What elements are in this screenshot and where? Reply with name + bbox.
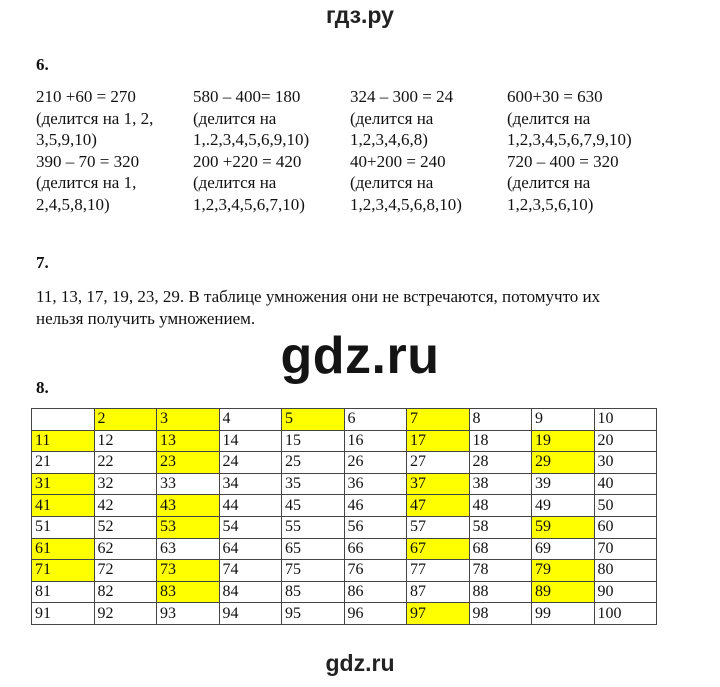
table-cell: 23 — [157, 452, 220, 474]
table-cell: 17 — [407, 430, 470, 452]
calc-column-3 — [350, 86, 462, 215]
table-cell: 50 — [594, 495, 657, 517]
calc-line: 1,.2,3,4,5,6,9,10) — [193, 130, 310, 149]
table-cell: 72 — [94, 560, 157, 582]
section-8-number: 8. — [36, 378, 49, 397]
table-cell: 11 — [32, 430, 95, 452]
table-cell: 46 — [344, 495, 407, 517]
calc-line: (делится на — [193, 108, 277, 128]
table-cell: 56 — [344, 516, 407, 538]
table-cell: 79 — [532, 560, 595, 582]
table-cell: 97 — [407, 603, 470, 625]
table-cell: 44 — [219, 495, 282, 517]
table-cell: 81 — [32, 581, 95, 603]
table-row — [32, 452, 657, 474]
table-cell: 91 — [32, 603, 95, 625]
table-cell: 40 — [594, 473, 657, 495]
table-cell: 62 — [94, 538, 157, 560]
table-cell: 51 — [32, 516, 95, 538]
calc-line: 210 +60 = 270 — [36, 87, 136, 106]
table-cell: 38 — [469, 473, 532, 495]
table-cell: 41 — [32, 495, 95, 517]
table-cell: 14 — [219, 430, 282, 452]
calc-line: 200 +220 = 420 — [193, 151, 302, 171]
calc-line: 390 – 70 = 320 — [36, 151, 140, 171]
calc-line: 580 – 400= 180 — [193, 87, 301, 106]
table-cell: 34 — [219, 473, 282, 495]
section-7-text — [36, 286, 676, 330]
calc-line: 600+30 = 630 — [507, 87, 603, 106]
table-cell: 29 — [532, 452, 595, 474]
table-cell: 18 — [469, 430, 532, 452]
table-cell: 90 — [594, 581, 657, 603]
table-cell: 20 — [594, 430, 657, 452]
paragraph-line: нельзя получить умножением. — [36, 309, 256, 328]
table-cell: 30 — [594, 452, 657, 474]
table-cell: 58 — [469, 516, 532, 538]
table-cell: 76 — [344, 560, 407, 582]
table-cell: 80 — [594, 560, 657, 582]
table-cell: 33 — [157, 473, 220, 495]
section-7-number: 7. — [36, 253, 49, 272]
table-cell: 95 — [282, 603, 345, 625]
table-row — [32, 516, 657, 538]
table-cell: 42 — [94, 495, 157, 517]
calc-line: 1,2,3,4,6,8) — [350, 130, 428, 149]
table-cell: 61 — [32, 538, 95, 560]
table-cell: 25 — [282, 452, 345, 474]
table-cell: 69 — [532, 538, 595, 560]
table-cell: 83 — [157, 581, 220, 603]
table-cell: 88 — [469, 581, 532, 603]
table-cell: 24 — [219, 452, 282, 474]
calc-line: (делится на 1, — [36, 173, 137, 192]
table-cell: 57 — [407, 516, 470, 538]
table-cell: 98 — [469, 603, 532, 625]
table-cell: 36 — [344, 473, 407, 495]
calc-line: (делится на — [507, 173, 591, 192]
calc-line: 3,5,9,10) — [36, 130, 97, 149]
paragraph-line: 11, 13, 17, 19, 23, 29. В таблице умножения они не встречаются, потомучто их — [36, 287, 601, 306]
table-cell: 85 — [282, 581, 345, 603]
table-cell — [32, 409, 95, 431]
table-cell: 70 — [594, 538, 657, 560]
table-cell: 66 — [344, 538, 407, 560]
table-cell: 31 — [32, 473, 95, 495]
table-cell: 7 — [407, 409, 470, 431]
table-cell: 15 — [282, 430, 345, 452]
table-cell: 53 — [157, 516, 220, 538]
table-cell: 96 — [344, 603, 407, 625]
table-cell: 27 — [407, 452, 470, 474]
table-cell: 52 — [94, 516, 157, 538]
calc-line: (делится на — [193, 173, 277, 192]
primes-table — [31, 408, 657, 625]
table-cell: 73 — [157, 560, 220, 582]
table-cell: 87 — [407, 581, 470, 603]
table-cell: 54 — [219, 516, 282, 538]
table-cell: 2 — [94, 409, 157, 431]
table-cell: 21 — [32, 452, 95, 474]
calc-line: 1,2,3,4,5,6,7,9,10) — [507, 130, 632, 149]
table-cell: 60 — [594, 516, 657, 538]
table-row — [32, 560, 657, 582]
calc-line: 1,2,3,4,5,6,7,10) — [193, 194, 305, 214]
calc-line: 1,2,3,5,6,10) — [507, 194, 594, 214]
table-cell: 49 — [532, 495, 595, 517]
table-cell: 37 — [407, 473, 470, 495]
table-cell: 64 — [219, 538, 282, 560]
table-cell: 13 — [157, 430, 220, 452]
table-cell: 8 — [469, 409, 532, 431]
table-cell: 74 — [219, 560, 282, 582]
table-cell: 86 — [344, 581, 407, 603]
table-cell: 26 — [344, 452, 407, 474]
table-row — [32, 430, 657, 452]
table-cell: 48 — [469, 495, 532, 517]
table-cell: 84 — [219, 581, 282, 603]
table-cell: 65 — [282, 538, 345, 560]
calc-line: (делится на 1, 2, — [36, 108, 154, 128]
table-cell: 12 — [94, 430, 157, 452]
footer-logo: gdz.ru — [325, 650, 395, 676]
table-cell: 89 — [532, 581, 595, 603]
table-cell: 3 — [157, 409, 220, 431]
header-logo: гдз.ру — [326, 2, 394, 28]
calc-line: 2,4,5,8,10) — [36, 194, 110, 214]
calc-line: (делится на — [350, 108, 434, 128]
calc-line: 40+200 = 240 — [350, 151, 446, 171]
table-cell: 22 — [94, 452, 157, 474]
calc-column-2 — [193, 86, 309, 215]
table-cell: 63 — [157, 538, 220, 560]
table-cell: 4 — [219, 409, 282, 431]
table-cell: 82 — [94, 581, 157, 603]
table-cell: 5 — [282, 409, 345, 431]
table-row — [32, 603, 657, 625]
calc-column-4 — [507, 86, 632, 215]
table-cell: 75 — [282, 560, 345, 582]
table-cell: 67 — [407, 538, 470, 560]
table-cell: 71 — [32, 560, 95, 582]
section-6-number: 6. — [36, 55, 49, 74]
calc-line: 720 – 400 = 320 — [507, 151, 619, 171]
table-cell: 92 — [94, 603, 157, 625]
table-row — [32, 495, 657, 517]
table-cell: 19 — [532, 430, 595, 452]
table-cell: 43 — [157, 495, 220, 517]
table-cell: 39 — [532, 473, 595, 495]
table-cell: 55 — [282, 516, 345, 538]
table-cell: 6 — [344, 409, 407, 431]
table-cell: 45 — [282, 495, 345, 517]
table-cell: 35 — [282, 473, 345, 495]
table-cell: 28 — [469, 452, 532, 474]
table-cell: 94 — [219, 603, 282, 625]
calc-line: (делится на — [350, 173, 434, 192]
table-cell: 47 — [407, 495, 470, 517]
watermark-logo: gdz.ru — [280, 327, 440, 385]
calc-line: (делится на — [507, 108, 591, 128]
calc-line: 1,2,3,4,5,6,8,10) — [350, 194, 462, 214]
table-cell: 59 — [532, 516, 595, 538]
table-row — [32, 538, 657, 560]
table-cell: 93 — [157, 603, 220, 625]
table-row — [32, 473, 657, 495]
table-cell: 77 — [407, 560, 470, 582]
table-cell: 78 — [469, 560, 532, 582]
table-cell: 100 — [594, 603, 657, 625]
table-cell: 16 — [344, 430, 407, 452]
calc-column-1 — [36, 86, 153, 215]
table-row — [32, 409, 657, 431]
table-cell: 68 — [469, 538, 532, 560]
table-cell: 10 — [594, 409, 657, 431]
table-cell: 32 — [94, 473, 157, 495]
table-cell: 99 — [532, 603, 595, 625]
table-cell: 9 — [532, 409, 595, 431]
table-row — [32, 581, 657, 603]
calc-line: 324 – 300 = 24 — [350, 87, 454, 106]
